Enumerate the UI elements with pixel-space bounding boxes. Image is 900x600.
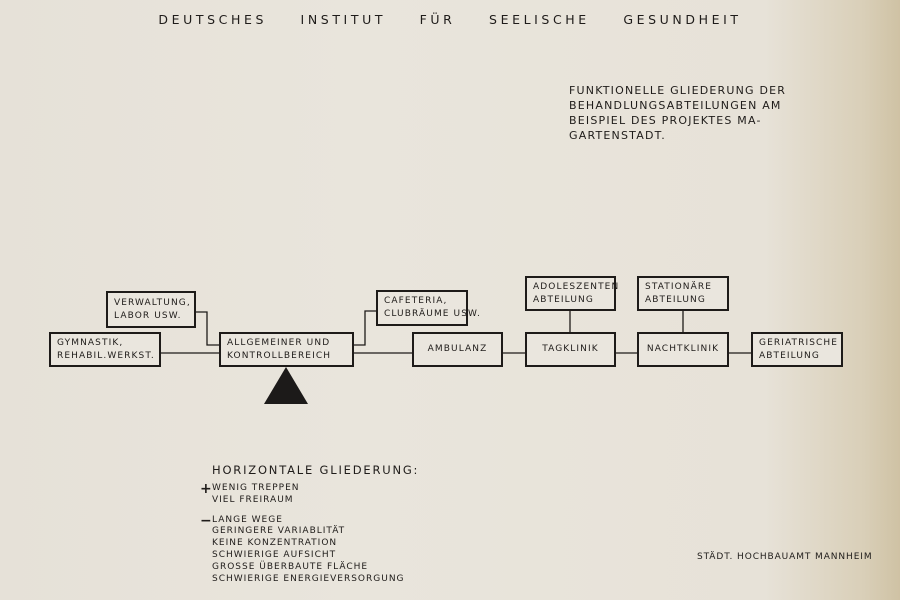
box-stationaere xyxy=(637,276,729,311)
box-line: KONTROLLBEREICH xyxy=(227,350,332,361)
box-line: ADOLESZENTEN xyxy=(533,281,620,292)
legend-advantages xyxy=(200,483,419,507)
box-line: CLUBRÄUME USW. xyxy=(384,309,481,319)
box-line: CAFETERIA, xyxy=(384,296,448,306)
subtitle-line: BEHANDLUNGSABTEILUNGEN AM xyxy=(569,99,782,112)
box-allgemeiner xyxy=(219,332,354,367)
plus-icon: + xyxy=(200,481,212,497)
legend-item: SCHWIERIGE ENERGIEVERSORGUNG xyxy=(212,573,405,584)
box-line: GYMNASTIK, xyxy=(57,337,124,348)
legend-item: VIEL FREIRAUM xyxy=(212,494,294,505)
box-ambulanz xyxy=(412,332,503,367)
box-line: VERWALTUNG, xyxy=(114,297,191,308)
subtitle-line: FUNKTIONELLE GLIEDERUNG DER xyxy=(569,84,787,97)
box-nachtklinik xyxy=(637,332,729,367)
legend-item: KEINE KONZENTRATION xyxy=(212,538,338,549)
box-line: AMBULANZ xyxy=(427,344,488,354)
minus-icon: − xyxy=(200,512,212,529)
box-line: ALLGEMEINER UND xyxy=(227,337,331,348)
box-line: ABTEILUNG xyxy=(533,294,594,305)
box-line: ABTEILUNG xyxy=(645,294,706,305)
box-line: TAGKLINIK xyxy=(542,344,599,354)
box-verwaltung xyxy=(106,291,196,328)
legend-item: WENIG TREPPEN xyxy=(212,483,300,493)
box-gymnastik xyxy=(49,332,161,367)
box-tagklinik xyxy=(525,332,616,367)
box-line: GERIATRISCHE xyxy=(759,337,839,348)
connector-verwaltung-allgemeiner xyxy=(196,312,220,345)
box-line: STATIONÄRE xyxy=(645,281,713,292)
legend-item: GERINGERE VARIABLITÄT xyxy=(212,526,346,537)
legend-title: HORIZONTALE GLIEDERUNG: xyxy=(212,463,420,477)
triangle-marker-icon xyxy=(264,367,308,404)
legend-item: LANGE WEGE xyxy=(212,514,283,525)
legend-item: SCHWIERIGE AUFSICHT xyxy=(212,549,337,560)
subtitle-line: BEISPIEL DES PROJEKTES MA- xyxy=(569,114,762,127)
footer-credit: STÄDT. HOCHBAUAMT MANNHEIM xyxy=(697,552,873,562)
page-title: DEUTSCHES INSTITUT FÜR SEELISCHE GESUNDHEIT xyxy=(158,12,742,27)
legend xyxy=(200,463,419,585)
box-adoleszenten xyxy=(525,276,620,311)
box-line: REHABIL.WERKST. xyxy=(57,350,155,361)
subtitle-line: GARTENSTADT. xyxy=(569,129,666,142)
legend-disadvantages xyxy=(200,512,419,586)
box-line: ABTEILUNG xyxy=(759,350,820,361)
box-line: LABOR USW. xyxy=(114,310,182,321)
box-line: NACHTKLINIK xyxy=(646,344,720,354)
box-cafeteria xyxy=(376,290,481,326)
box-geriatrische xyxy=(751,332,843,367)
connector-allgemeiner-cafeteria xyxy=(354,311,377,345)
legend-item: GROSSE ÜBERBAUTE FLÄCHE xyxy=(212,561,369,572)
